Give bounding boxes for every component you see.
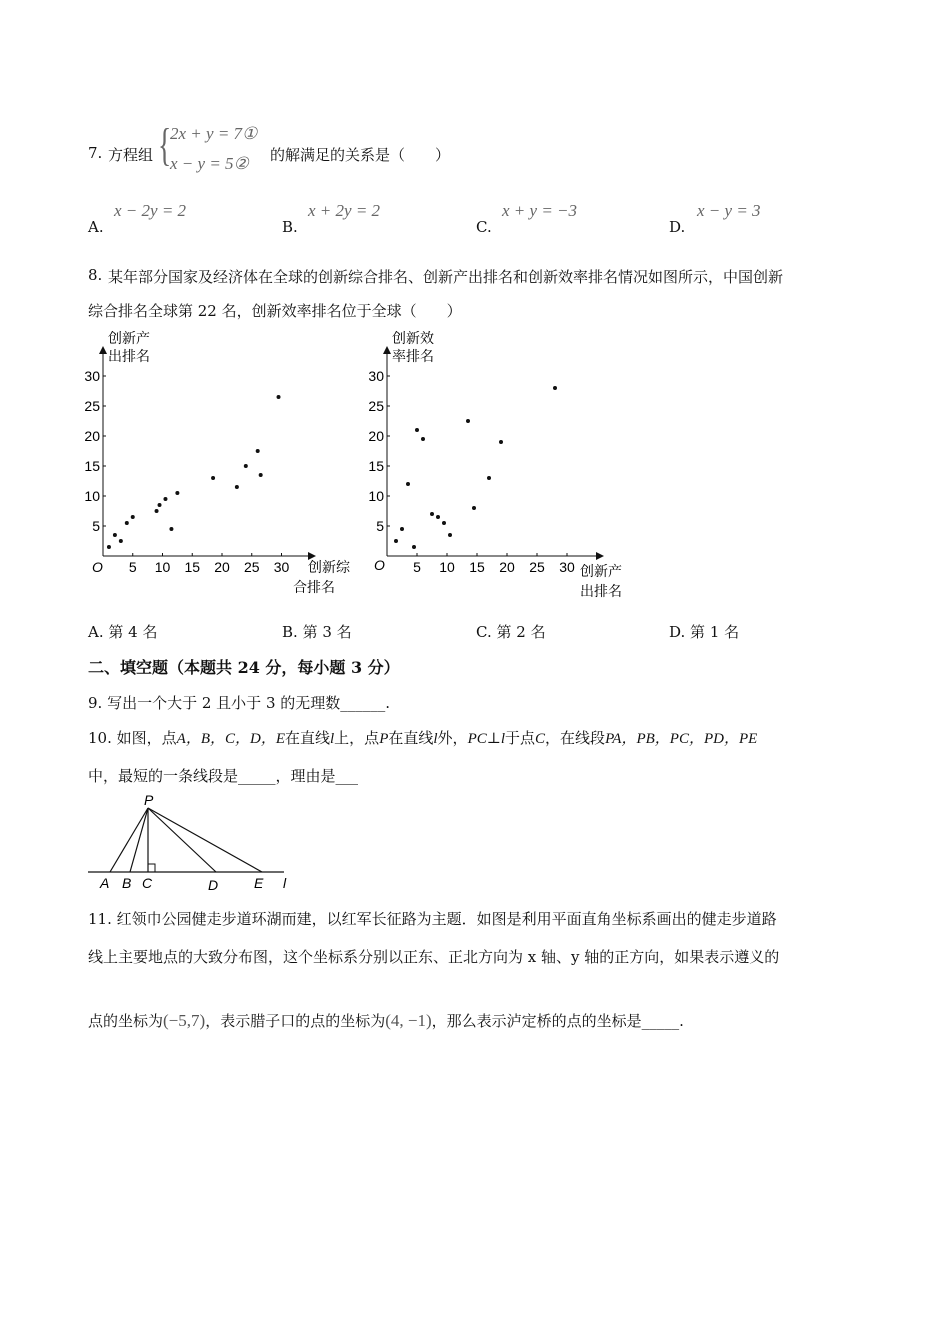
chart1-points [107, 395, 281, 549]
chart-innovation-output [80, 326, 360, 602]
q7-option-d-expr: x − y = 3 [697, 201, 761, 220]
chart2-point-2 [406, 482, 410, 486]
chart2-ylabel-line1: 创新效 [392, 330, 434, 346]
q7-option-c-expr: x + y = −3 [502, 201, 578, 220]
q8-option-a-text: 第 4 名 [108, 623, 158, 641]
q8-option-a-label: A. [88, 623, 104, 641]
chart1-xtick-label-20: 20 [214, 559, 230, 575]
q11-line-2: 线上主要地点的大致分布图，这个坐标系分别以正东、正北方向为 x 轴、y 轴的正方向，如果表示遵义的 [88, 948, 780, 966]
q8-number: 8. [88, 266, 103, 284]
q11-coord-zunyi: (−5,7) [163, 1011, 206, 1030]
q11-number: 11. [88, 910, 112, 928]
chart1-xlabel-line2: 合排名 [293, 579, 335, 595]
chart2-xlabel-line1: 创新产 [580, 563, 622, 579]
chart1-xtick-label-15: 15 [184, 559, 201, 575]
chart2-ytick-label-20: 20 [368, 428, 384, 444]
q8-option-d-text: 第 1 名 [690, 623, 740, 641]
chart2-point-13 [499, 440, 503, 444]
chart2-points [394, 386, 557, 549]
q11-text-1: 红领巾公园健走步道环湖而建，以红军长征路为主题．如图是利用平面直角坐标系画出的健走步道路 [116, 910, 777, 928]
q7-option-d-label: D. [669, 218, 686, 236]
q11-text-3a: 点的坐标为 [88, 1012, 164, 1030]
chart2-point-10 [466, 419, 470, 423]
chart1-ytick-label-10: 10 [84, 488, 100, 504]
label-d: D [208, 877, 219, 892]
chart1-xtick-label-30: 30 [273, 559, 290, 575]
q8-line-2: 综合排名全球第 22 名，创新效率排名位于全球（ ） [88, 302, 462, 320]
chart1-ytick-label-30: 30 [84, 368, 100, 384]
chart1-point-13 [256, 449, 260, 453]
q9-text: 写出一个大于 2 且小于 3 的无理数______. [107, 694, 391, 712]
q8-option-d [669, 621, 739, 642]
q9 [88, 692, 390, 713]
label-l: l [283, 875, 287, 891]
q7-equation-2: x − y = 5② [170, 154, 249, 173]
chart1-point-9 [175, 491, 179, 495]
chart2-point-6 [430, 512, 434, 516]
q11-text-3b: ，表示腊子口的点的坐标为 [205, 1012, 386, 1030]
chart1-point-4 [131, 515, 135, 519]
q10-line-2: 中，最短的一条线段是_____，理由是___ [88, 767, 359, 785]
chart1-origin: O [92, 559, 103, 575]
chart1-point-10 [211, 476, 215, 480]
chart-innovation-efficiency [362, 326, 652, 602]
label-a: A [100, 875, 110, 891]
chart2-origin: O [374, 557, 385, 573]
chart2-xlabel-line2: 出排名 [580, 583, 622, 599]
q11-coord-lazikou: (4, −1) [385, 1011, 432, 1030]
q10-pc: PC [467, 731, 487, 747]
chart2-point-0 [394, 539, 398, 543]
chart2-xtick-label-30: 30 [559, 559, 575, 575]
q7-brace: { [158, 119, 172, 170]
chart1-ytick-label-20: 20 [84, 428, 100, 444]
chart1-xlabel-line1: 创新综 [308, 559, 350, 575]
label-b: B [122, 875, 132, 891]
chart1-point-11 [235, 485, 239, 489]
q8-option-d-label: D. [669, 623, 686, 641]
chart1-ytick-label-15: 15 [84, 458, 100, 474]
chart1-point-14 [259, 473, 263, 477]
segment-pb [130, 808, 148, 872]
segment-pa [110, 808, 148, 872]
q10-point-c: C [535, 731, 546, 747]
q7-option-a-expr: x − 2y = 2 [114, 201, 187, 220]
chart2-point-9 [448, 533, 452, 537]
q10-point-p: P [379, 731, 389, 747]
q10-text-g: ，在线段 [545, 729, 606, 747]
q8-option-a [88, 621, 157, 642]
q8-option-b-label: B. [282, 623, 298, 641]
chart1-point-6 [158, 503, 162, 507]
q10-text-d: 在直线 [388, 729, 434, 747]
q10-perp-symbol: ⊥ [486, 729, 501, 747]
q7-option-b-label: B. [282, 218, 298, 236]
q8-option-c [476, 621, 546, 642]
q8-option-c-text: 第 2 名 [496, 623, 546, 641]
q10-text-e: 外， [437, 729, 468, 747]
chart1-ytick-label-5: 5 [92, 518, 100, 534]
chart2-point-14 [553, 386, 557, 390]
chart1-point-12 [244, 464, 248, 468]
chart1-ylabel-line1: 创新产 [108, 330, 150, 346]
chart2-xtick-label-15: 15 [469, 559, 485, 575]
q10-number: 10. [88, 729, 112, 747]
q7-option-c-label: C. [476, 218, 492, 236]
q10-segments: PA，PB，PC，PD，PE [605, 731, 758, 747]
chart2-xtick-label-10: 10 [439, 559, 455, 575]
q10-text-f: 于点 [505, 729, 536, 747]
q10-line-l: l [330, 731, 335, 747]
chart2-point-3 [412, 545, 416, 549]
chart1-point-2 [119, 539, 123, 543]
q8-option-c-label: C. [476, 623, 492, 641]
q10-line-1 [88, 727, 757, 748]
q8-option-b-text: 第 3 名 [302, 623, 352, 641]
q10-line-l-3: l [500, 731, 506, 747]
q9-number: 9. [88, 694, 103, 712]
chart2-ytick-label-10: 10 [368, 488, 384, 504]
q7-equation-1: 2x + y = 7① [170, 124, 258, 143]
chart2-xtick-label-5: 5 [413, 559, 421, 575]
q8-line-1: 某年部分国家及经济体在全球的创新综合排名、创新产出排名和创新效率排名情况如图所示，中国创新 [108, 268, 784, 286]
chart1-xtick-label-5: 5 [128, 559, 137, 575]
chart2-point-1 [400, 527, 404, 531]
q10-text-b: 在直线 [284, 729, 330, 747]
q10-line-l-2: l [433, 731, 438, 747]
label-e: E [254, 875, 264, 891]
section-2-title: 二、填空题（本题共 24 分，每小题 3 分） [88, 658, 400, 677]
chart2-point-7 [436, 515, 440, 519]
q10-points: A，B，C，D，E [176, 731, 285, 747]
label-p: P [144, 792, 154, 808]
chart2-point-8 [442, 521, 446, 525]
chart1-ticks [84, 368, 289, 575]
q7-option-b-expr: x + 2y = 2 [308, 201, 381, 220]
q7-option-a-label: A. [88, 218, 104, 236]
chart2-ticks [368, 368, 575, 575]
chart1-ytick-label-25: 25 [84, 398, 100, 414]
q11-line-3 [88, 1010, 684, 1031]
chart1-point-7 [163, 497, 167, 501]
chart1-xtick-label-25: 25 [243, 559, 260, 575]
chart2-ytick-label-5: 5 [376, 518, 384, 534]
chart2-ytick-label-15: 15 [368, 458, 384, 474]
chart1-xtick-label-10: 10 [154, 559, 171, 575]
chart1-point-5 [155, 509, 159, 513]
q10-text-c: 上，点 [334, 729, 380, 747]
q10-figure [84, 792, 296, 892]
q11-line-1 [88, 908, 777, 929]
chart2-point-4 [415, 428, 419, 432]
q7-prefix: 方程组 [108, 146, 154, 164]
q10-text-a: 如图，点 [116, 729, 177, 747]
chart1-point-3 [125, 521, 129, 525]
chart2-xtick-label-20: 20 [499, 559, 515, 575]
chart2-point-5 [421, 437, 425, 441]
q11-text-3c: ，那么表示泸定桥的点的坐标是_____. [431, 1012, 684, 1030]
q7-suffix: 的解满足的关系是（ ） [270, 146, 451, 164]
q7-number: 7. [88, 144, 103, 162]
chart1-point-15 [277, 395, 281, 399]
chart2-ylabel-line2: 率排名 [392, 348, 434, 364]
right-angle-mark [148, 864, 155, 872]
chart2-point-12 [487, 476, 491, 480]
chart1-ylabel-line2: 出排名 [108, 348, 150, 364]
chart2-point-11 [472, 506, 476, 510]
chart2-ytick-label-25: 25 [368, 398, 384, 414]
chart2-xtick-label-25: 25 [529, 559, 545, 575]
label-c: C [142, 875, 153, 891]
chart2-ytick-label-30: 30 [368, 368, 384, 384]
chart1-point-8 [169, 527, 173, 531]
chart1-point-0 [107, 545, 111, 549]
q8-option-b [282, 621, 352, 642]
chart1-point-1 [113, 533, 117, 537]
